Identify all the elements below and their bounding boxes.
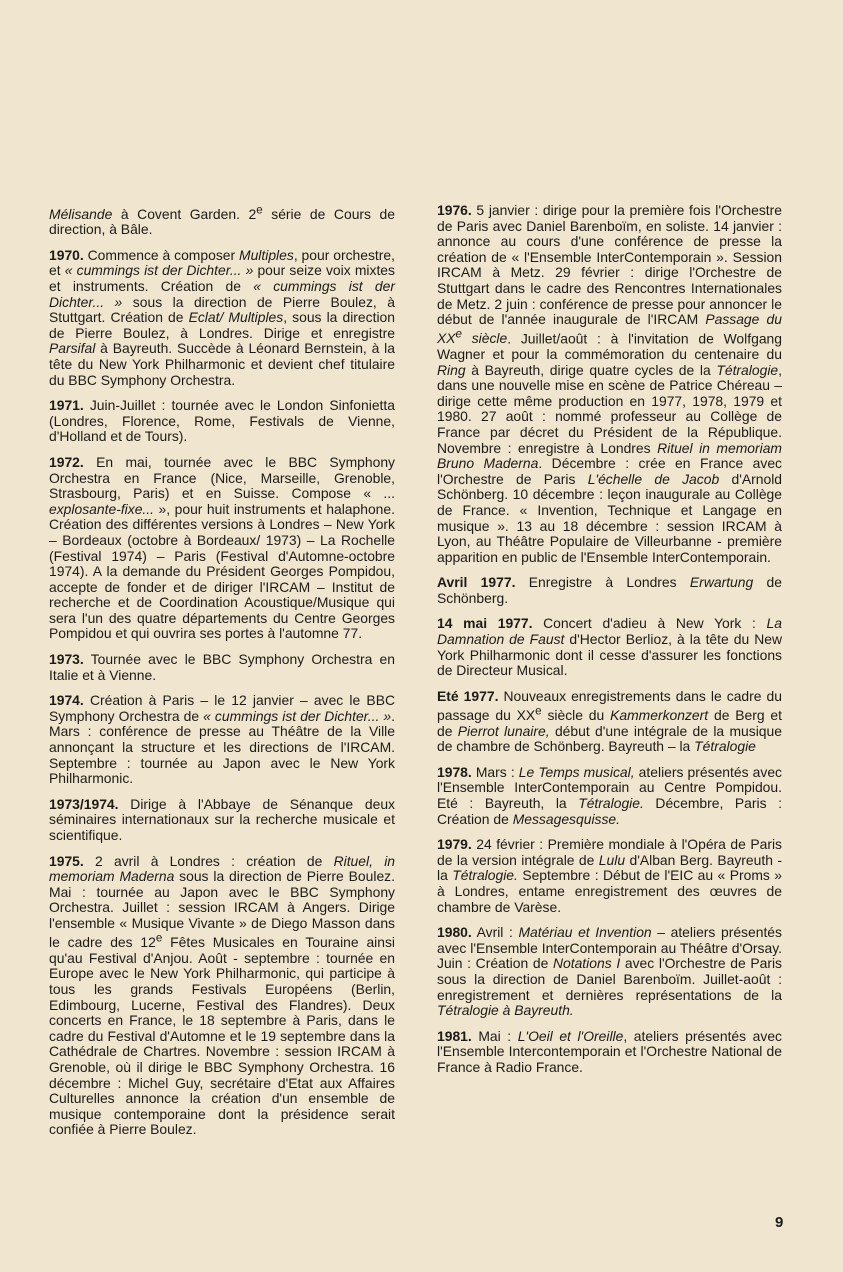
page-number: 9 — [775, 1214, 784, 1231]
entry-date: 1973. — [49, 651, 84, 668]
entry-date: 1972. — [49, 453, 84, 470]
entry-date: 1975. — [49, 852, 84, 869]
chronology-entry — [49, 248, 395, 388]
chronology-entry — [49, 797, 395, 844]
chronology-entry — [437, 925, 782, 1019]
entry-text: Juin-Juillet : tournée avec le London Sinfonietta (Londres, Florence, Rome, Festivals de Vienne, d'Holland et de Tours). — [49, 397, 395, 445]
entry-text: 2 avril à Londres : création de Rituel, in memoriam Maderna sous la direction de Pierre Boulez. Mai : tournée au Japon avec le BBC Symphony Orchestra. Juillet : session IRCAM à Angers. Dirige l'ensemble « Musique Vivante » de Diego Masson dans le cadre des 12e Fêtes Musicales en Touraine ainsi qu'au Festival d'Anjou. Août - septembre : tournée en Europe avec le New York Philharmonic, qui participe à tous les grands Festivals Européens (Berlin, Edimbourg, Lucerne, Festival des Flandres). Deux concerts en France, le 18 septembre à Paris, dans le cadre du Festival d'Automne et le 19 septembre dans la Cathédrale de Chartres. Novembre : session IRCAM à Grenoble, où il dirige le BBC Symphony Orchestra. 16 décembre : Michel Guy, secrétaire d'Etat aux Affaires Culturelles annonce la création d'un ensemble de musique contemporaine dont la présidence serait confiée à Pierre Boulez. — [49, 852, 396, 1138]
left-column — [49, 203, 395, 1148]
entry-text: 24 février : Première mondiale à l'Opéra de Paris de la version intégrale de Lulu d'Alban Berg. Bayreuth - la Tétralogie. Septembre : Début de l'EIC au « Proms » à Londres, entame enregistrement des œuvres de chambre de Varèse. — [437, 836, 783, 915]
chronology-entry — [49, 398, 395, 445]
chronology-entry — [437, 1029, 782, 1076]
chronology-entry — [437, 616, 782, 678]
entry-date: 1971. — [49, 397, 84, 414]
entry-date: Eté 1977. — [437, 687, 499, 704]
entry-date: 1978. — [437, 763, 472, 780]
chronology-entry — [437, 203, 782, 565]
entry-text: Mars : Le Temps musical, ateliers présentés avec l'Ensemble InterContemporain au Centre Pompidou. Eté : Bayreuth, la Tétralogie. Décembre, Paris : Création de Messagesquisse. — [437, 763, 782, 827]
entry-date: 14 mai 1977. — [437, 615, 533, 632]
entry-text: En mai, tournée avec le BBC Symphony Orchestra en France (Nice, Marseille, Grenoble, Strasbourg, Paris) et en Suisse. Compose « ... explosante-fixe... », pour huit instruments et halaphone. Création des différentes versions à Londres – New York – Bordeaux (octobre à Bordeaux/ 1973) – La Rochelle (Festival 1974) – Paris (Festival d'Automne-octobre 1974). A la demande du Président Georges Pompidou, accepte de fonder et de diriger l'IRCAM – Institut de recherche et de Coordination Acoustique/Musique qui sera l'un des quatre départements du Centre Georges Pompidou et qui ouvrira ses portes à l'automne 77. — [49, 453, 395, 642]
chronology-entry — [437, 689, 782, 755]
entry-text: Commence à composer Multiples, pour orchestre, et « cummings ist der Dichter... » pour seize voix mixtes et instruments. Création de « cummings ist der Dichter... » sous la direction de Pierre Boulez, à Stuttgart. Création de Eclat/ Multiples, sous la direction de Pierre Boulez, à Londres. Dirige et enregistre Parsifal à Bayreuth. Succède à Léonard Bernstein, à la tête du New York Philharmonic et devient chef titulaire du BBC Symphony Orchestra. — [49, 246, 395, 388]
entry-text: Avril : Matériau et Invention – ateliers présentés avec l'Ensemble InterContemporain au Théâtre d'Orsay. Juin : Création de Notations I avec l'Orchestre de Paris sous la direction de Daniel Barenboïm. Juillet-août : enregistrement et dernières représentations de la Tétralogie à Bayreuth. — [437, 924, 783, 1019]
right-column — [437, 203, 782, 1086]
chronology-entry — [49, 203, 395, 238]
entry-date: 1973/1974. — [49, 795, 119, 812]
entry-date: 1981. — [437, 1027, 472, 1044]
entry-date: 1976. — [437, 202, 472, 218]
chronology-entry — [437, 575, 782, 606]
entry-text: Tournée avec le BBC Symphony Orchestra en Italie et à Vienne. — [49, 651, 395, 683]
entry-date: 1970. — [49, 246, 84, 263]
entry-text: Enregistre à Londres Erwartung de Schönberg. — [437, 574, 782, 606]
entry-date: 1979. — [437, 836, 472, 853]
entry-text: Mai : L'Oeil et l'Oreille, ateliers présentés avec l'Ensemble Intercontemporain et l'Orchestre National de France à Radio France. — [437, 1027, 782, 1075]
entry-text: Dirige à l'Abbaye de Sénanque deux séminaires internationaux sur la recherche musicale et scientifique. — [49, 795, 395, 843]
entry-text: 5 janvier : dirige pour la première fois l'Orchestre de Paris avec Daniel Barenboïm, en soliste. 14 janvier : annonce au cours d'une conférence de presse la création de « l'Ensemble InterContemporain ». Session IRCAM à Metz. 29 février : dirige l'Orchestre de Stuttgart dans le cadre des Rencontres Internationales de Metz. 2 juin : conférence de presse pour annoncer le début de l'année inaugurale de l'IRCAM Passage du XXe siècle. Juillet/août : à l'invitation de Wolfgang Wagner et pour la commémoration du centenaire du Ring à Bayreuth, dirige quatre cycles de la Tétralogie, dans une nouvelle mise en scène de Patrice Chéreau – dirige cette même production en 1977, 1978, 1979 et 1980. 27 août : nommé professeur au Collège de France par décret du Président de la République. Novembre : enregistre à Londres Rituel in memoriam Bruno Maderna. Décembre : crée en France avec l'Orchestre de Paris L'échelle de Jacob d'Arnold Schönberg. 10 décembre : leçon inaugurale au Collège de France. « Invention, Technique et Langage en musique ». 13 au 18 décembre : session IRCAM à Lyon, au Théâtre Populaire de Villeurbanne - première apparition en public de l'Ensemble InterContemporain. — [437, 202, 783, 565]
chronology-entry — [49, 693, 395, 787]
entry-date: 1974. — [49, 692, 84, 709]
chronology-entry — [49, 455, 395, 642]
entry-date: 1980. — [437, 924, 472, 941]
entry-text: Mélisande à Covent Garden. 2e série de Cours de direction, à Bâle. — [49, 204, 395, 238]
entry-text: Nouveaux enregistrements dans le cadre du passage du XXe siècle du Kammerkonzert de Berg et de Pierrot lunaire, début d'une intégrale de la musique de chambre de Schönberg. Bayreuth – la Tétralogie — [437, 687, 783, 755]
chronology-entry — [49, 652, 395, 683]
entry-text: Concert d'adieu à New York : La Damnation de Faust d'Hector Berlioz, à la tête du New York Philharmonic dont il cesse d'assurer les fonctions de Directeur Musical. — [437, 615, 782, 679]
entry-date: Avril 1977. — [437, 574, 516, 591]
entry-text: Création à Paris – le 12 janvier – avec le BBC Symphony Orchestra de « cummings ist der Dichter... ». Mars : conférence de presse au Théâtre de la Ville annonçant la structure et les directions de l'IRCAM. Septembre : tournée au Japon avec le New York Philharmonic. — [49, 692, 395, 787]
chronology-entry — [437, 765, 782, 827]
chronology-entry — [49, 854, 395, 1138]
chronology-entry — [437, 837, 782, 915]
